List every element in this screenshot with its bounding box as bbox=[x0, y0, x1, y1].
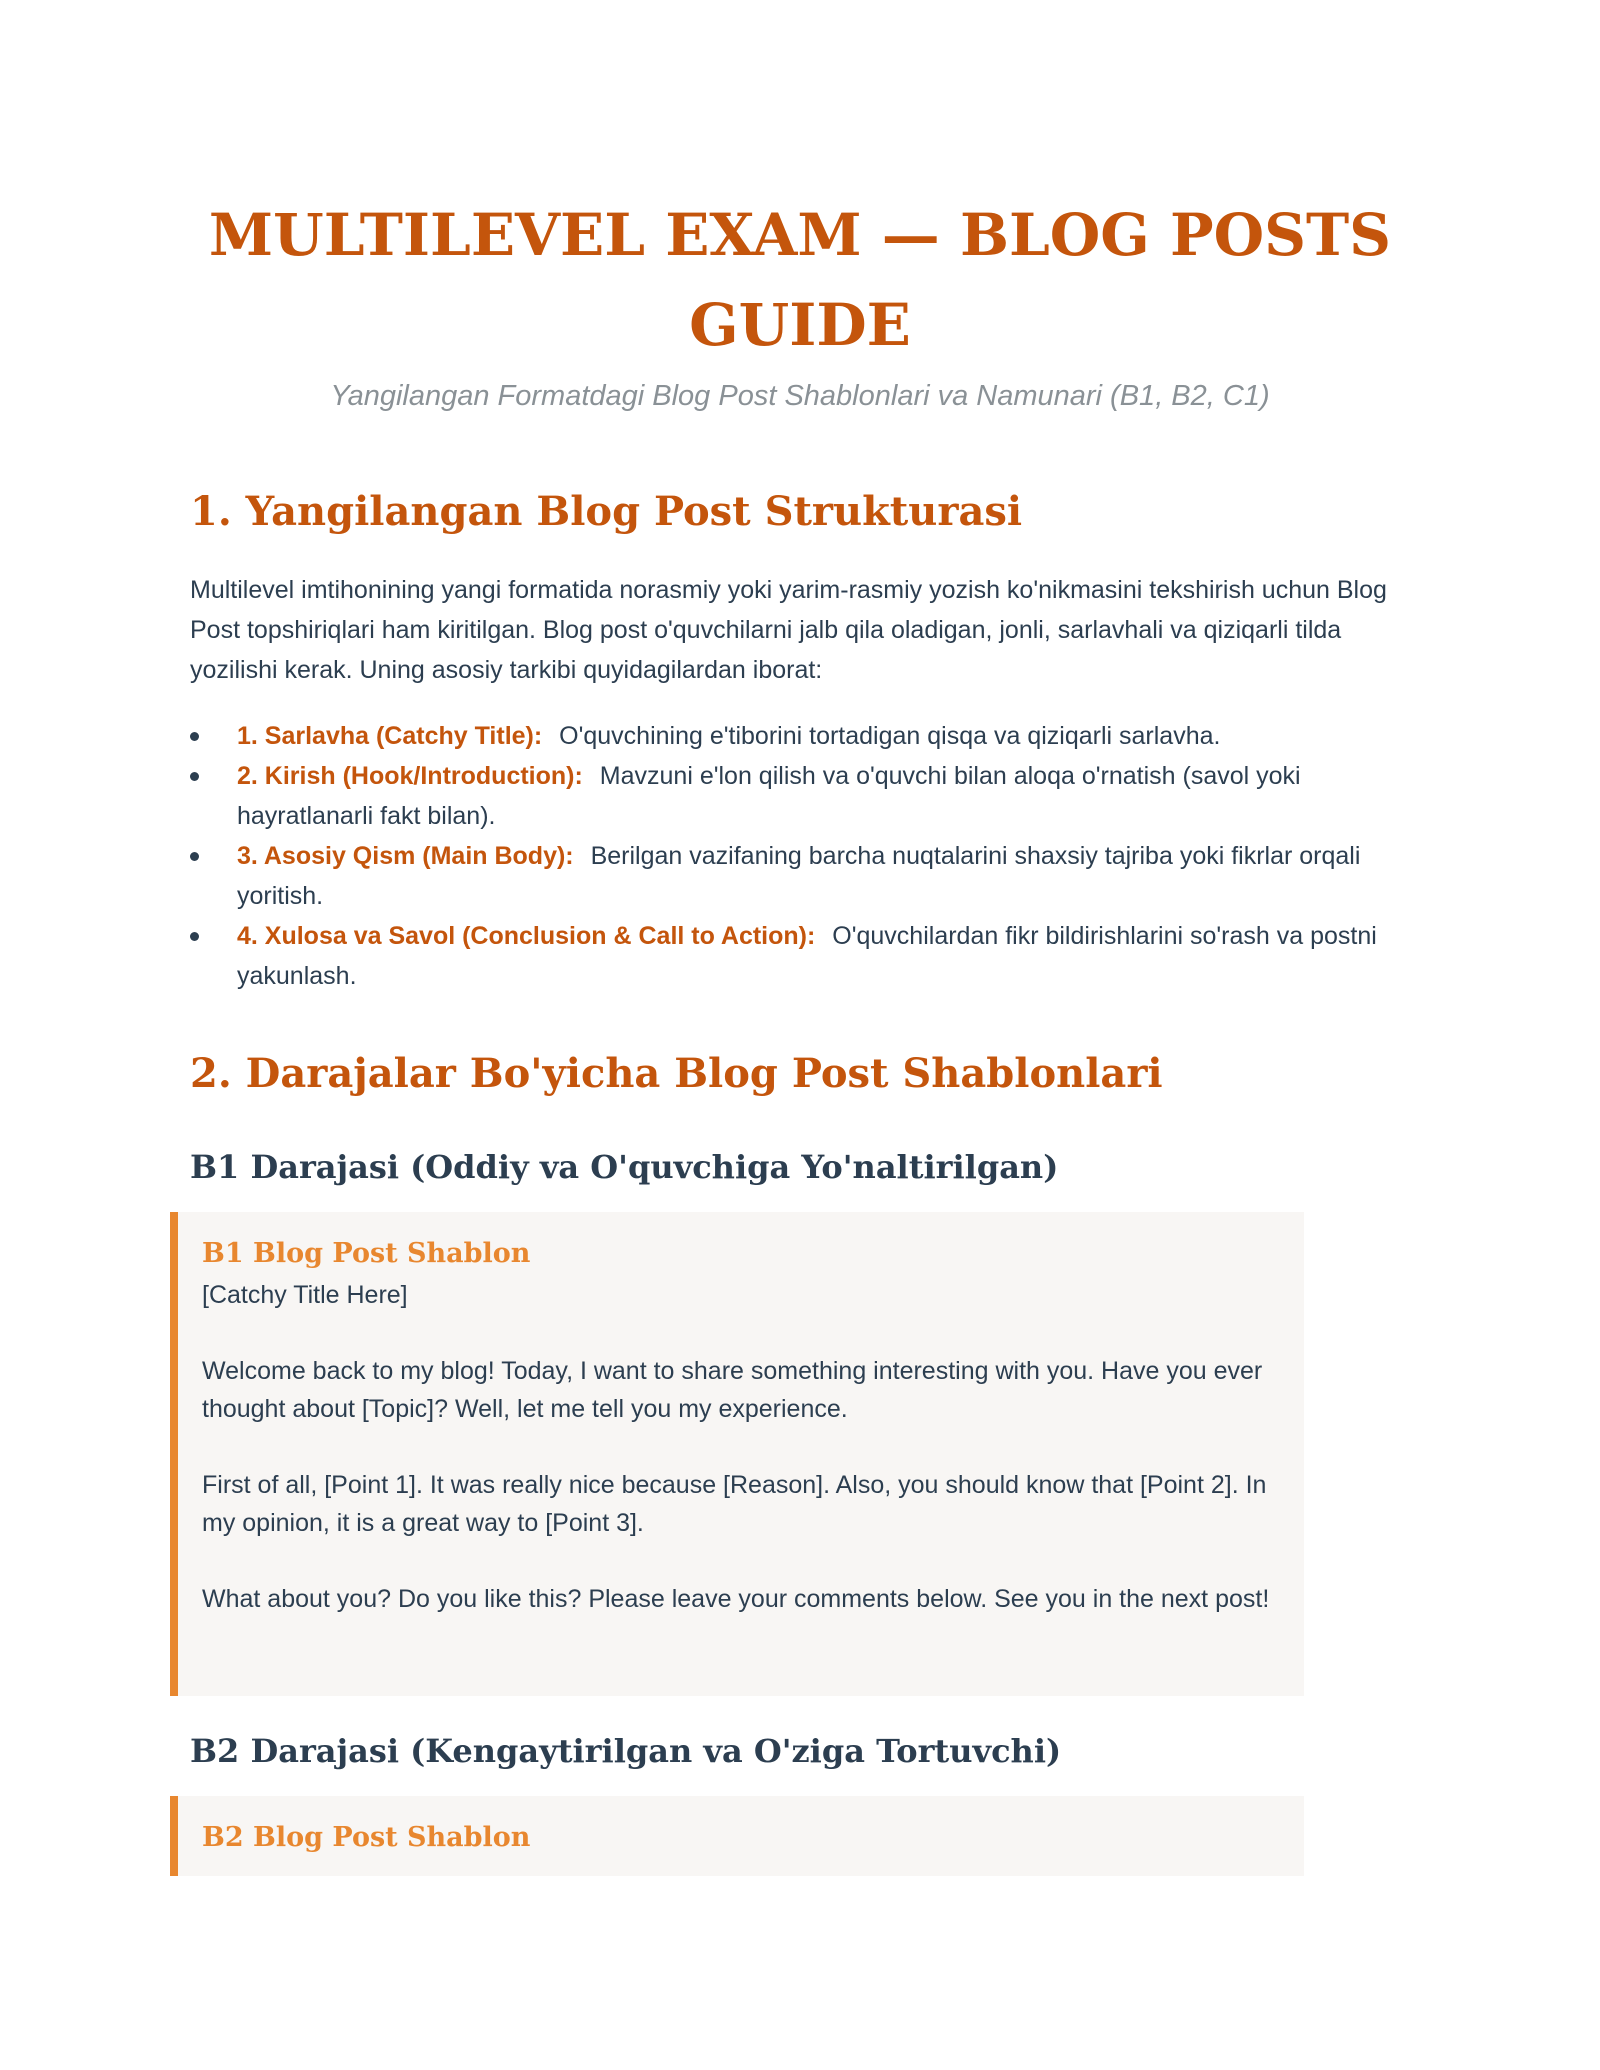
list-item-text: Berilgan vazifaning barcha nuqtalarini shaxsiy tajriba yoki fikrlar orqali yoritish. bbox=[237, 842, 1361, 910]
list-item-term: 2. Kirish (Hook/Introduction): bbox=[237, 762, 583, 790]
b2-template-title: B2 Blog Post Shablon bbox=[202, 1822, 531, 1853]
b2-template-box bbox=[170, 1796, 1304, 1876]
section2-heading: 2. Darajalar Bo'yicha Blog Post Shablonlari bbox=[190, 1050, 1163, 1097]
b1-template-title: B1 Blog Post Shablon bbox=[202, 1238, 531, 1269]
template-line: [Catchy Title Here] bbox=[202, 1281, 408, 1309]
list-item-term: 3. Asosiy Qism (Main Body): bbox=[237, 842, 574, 870]
list-item bbox=[190, 756, 1420, 836]
b1-template-body bbox=[202, 1276, 1292, 1618]
list-item-text: Mavzuni e'lon qilish va o'quvchi bilan aloqa o'rnatish (savol yoki hayratlanarli fakt bilan). bbox=[237, 762, 1301, 830]
b1-heading: B1 Darajasi (Oddiy va O'quvchiga Yo'naltirilgan) bbox=[190, 1148, 1059, 1186]
section1-intro: Multilevel imtihonining yangi formatida norasmiy yoki yarim-rasmiy yozish ko'nikmasini tekshirish uchun Blog Post topshiriqlari ham kiritilgan. Blog post o'quvchilarni jalb qila oladigan, jonli, sarlavhali va qiziqarli tilda yozilishi kerak. Uning asosiy tarkibi quyidagilardan iborat: bbox=[190, 576, 1387, 684]
b1-template-box bbox=[170, 1212, 1304, 1696]
list-item bbox=[190, 916, 1420, 996]
structure-list bbox=[190, 716, 1420, 996]
document-title: MULTILEVEL EXAM — BLOG POSTS GUIDE bbox=[208, 201, 1392, 359]
template-line: Welcome back to my blog! Today, I want to share something interesting with you. Have you ever thought about [Topic]? Well, let me tell you my experience. bbox=[202, 1357, 1263, 1423]
section1-heading: 1. Yangilangan Blog Post Strukturasi bbox=[190, 488, 1023, 535]
document-subtitle: Yangilangan Formatdagi Blog Post Shablonlari va Namunari (B1, B2, C1) bbox=[330, 380, 1270, 412]
list-item bbox=[190, 716, 1420, 756]
b2-heading: B2 Darajasi (Kengaytirilgan va O'ziga Tortuvchi) bbox=[190, 1732, 1062, 1770]
template-line: First of all, [Point 1]. It was really nice because [Reason]. Also, you should know that [Point 2]. In my opinion, it is a great way to [Point 3]. bbox=[202, 1471, 1267, 1537]
template-line: What about you? Do you like this? Please leave your comments below. See you in the next post! bbox=[202, 1585, 1270, 1613]
list-item-term: 4. Xulosa va Savol (Conclusion & Call to Action): bbox=[237, 922, 816, 950]
list-item-text: O'quvchilardan fikr bildirishlarini so'rash va postni yakunlash. bbox=[237, 922, 1377, 990]
list-item-term: 1. Sarlavha (Catchy Title): bbox=[237, 722, 543, 750]
list-item bbox=[190, 836, 1420, 916]
list-item-text: O'quvchining e'tiborini tortadigan qisqa va qiziqarli sarlavha. bbox=[559, 722, 1221, 750]
